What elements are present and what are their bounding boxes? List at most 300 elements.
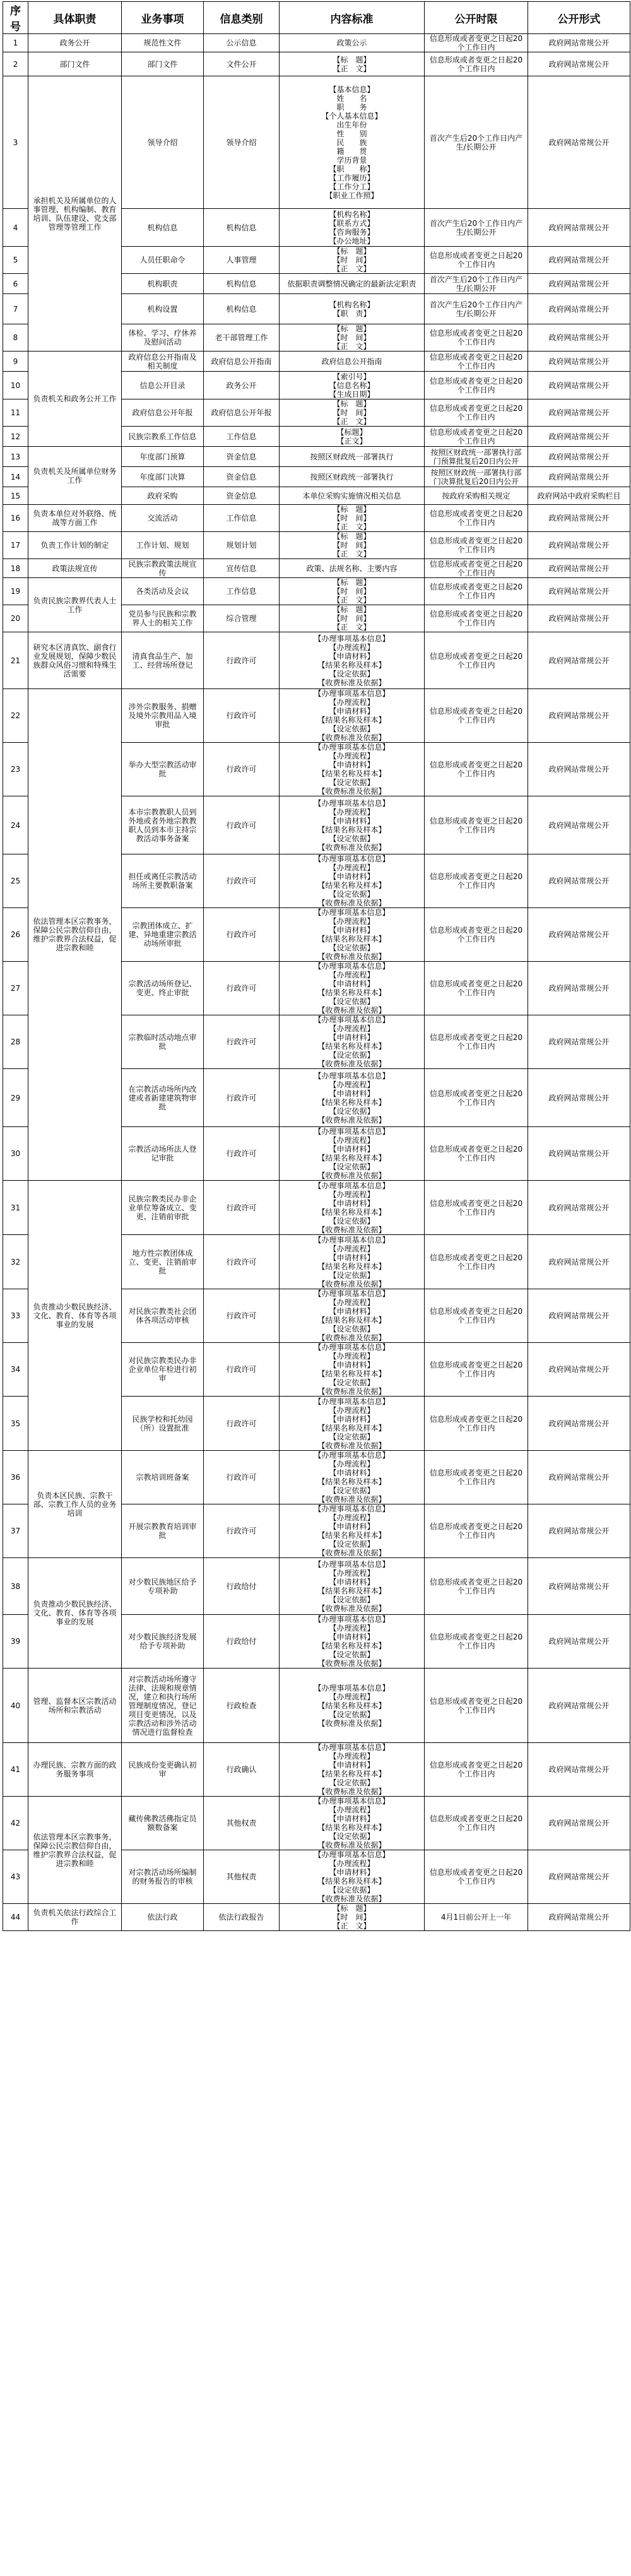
- cell-category: 工作信息: [204, 578, 280, 605]
- standard-line: 【收费标准及依据】: [317, 678, 386, 687]
- cell-seq: 42: [3, 1797, 28, 1850]
- cell-form: 政府网站常规公开: [528, 324, 630, 352]
- standard-line: 籍 贯: [336, 146, 367, 156]
- cell-time: 信息形成或者变更之日起20个工作日内: [425, 1289, 528, 1343]
- cell-form: 政府网站常规公开: [528, 76, 630, 209]
- cell-item: 对民族宗教类社会团体各项活动审核: [122, 1289, 204, 1343]
- cell-standard: [280, 1015, 425, 1069]
- cell-category: 宣传信息: [204, 559, 280, 578]
- cell-seq: 32: [3, 1235, 28, 1289]
- cell-seq: 3: [3, 76, 28, 209]
- cell-standard: [280, 209, 425, 247]
- standard-line: 【设定依据】: [329, 1486, 375, 1495]
- cell-form: 政府网站常规公开: [528, 352, 630, 372]
- standard-line: 【办理流程】: [329, 1136, 375, 1145]
- cell-item: 年度部门决算: [122, 467, 204, 487]
- standard-line: 【办理流程】: [329, 752, 375, 760]
- cell-category: 行政许可: [204, 689, 280, 743]
- standard-line: 【办理流程】: [329, 971, 375, 979]
- disclosure-table: [3, 1, 630, 1931]
- cell-item: 涉外宗教服务、捐赠及境外宗教用品入境审批: [122, 689, 204, 743]
- cell-category: 行政许可: [204, 1181, 280, 1235]
- cell-seq: 35: [3, 1397, 28, 1451]
- cell-category: 资金信息: [204, 447, 280, 467]
- cell-item: 对宗教活动场所编制的财务报告的审核: [122, 1850, 204, 1904]
- standard-line: 【收费标准及依据】: [317, 1171, 386, 1180]
- standard-line: 【标 题】: [333, 247, 371, 256]
- cell-category: 行政许可: [204, 1343, 280, 1397]
- standard-line: 【办理事项基本信息】: [314, 1397, 390, 1406]
- cell-form: 政府网站常规公开: [528, 632, 630, 689]
- cell-category: 行政许可: [204, 1069, 280, 1127]
- cell-item: 宗教临时活动地点审批: [122, 1015, 204, 1069]
- cell-seq: 15: [3, 487, 28, 505]
- header-duty: 具体职责: [28, 2, 122, 34]
- cell-form: 政府网站常规公开: [528, 1397, 630, 1451]
- cell-category: 综合管理: [204, 605, 280, 632]
- table-row: [3, 689, 630, 743]
- standard-line: 本单位采购实施情况相关信息: [302, 491, 401, 500]
- standard-line: 民 族: [336, 138, 367, 147]
- cell-item: 本市宗教教职人员到外地或者外地宗教教职人员到本市主持宗教活动事务备案: [122, 796, 204, 854]
- standard-line: 【设定依据】: [329, 1216, 375, 1226]
- cell-item: 开展宗教教育培训审批: [122, 1504, 204, 1558]
- cell-item: 民族成份变更确认初审: [122, 1743, 204, 1797]
- cell-standard: [280, 352, 425, 372]
- table-body: [3, 34, 630, 1931]
- cell-time: 信息形成或者变更之日起20个工作日内: [425, 559, 528, 578]
- cell-item: 部门文件: [122, 52, 204, 76]
- cell-item: 依法行政: [122, 1904, 204, 1931]
- standard-line: 【申请材料】: [329, 1198, 375, 1208]
- standard-line: 【办理事项基本信息】: [314, 1343, 390, 1352]
- cell-standard: [280, 1289, 425, 1343]
- cell-form: 政府网站常规公开: [528, 1504, 630, 1558]
- standard-line: 【时 间】: [333, 587, 371, 596]
- cell-form: 政府网站常规公开: [528, 1015, 630, 1069]
- cell-duty: 负责推动少数民族经济、文化、教育、体育等各项事业的发展: [28, 1558, 122, 1669]
- standard-line: 【申请材料】: [329, 1761, 375, 1770]
- standard-line: 【申请材料】: [329, 1253, 375, 1262]
- standard-line: 【办理事项基本信息】: [314, 854, 390, 863]
- table-row: [3, 578, 630, 605]
- cell-item: 对少数民族地区给予专项补助: [122, 1558, 204, 1615]
- standard-line: 【收费标准及依据】: [317, 952, 386, 961]
- header-time: 公开时限: [425, 2, 528, 34]
- header-category: 信息类别: [204, 2, 280, 34]
- cell-standard: [280, 52, 425, 76]
- standard-line: 【办理流程】: [329, 807, 375, 817]
- table-row: [3, 559, 630, 578]
- standard-line: 【申请材料】: [329, 1089, 375, 1098]
- standard-line: 【正 文】: [333, 550, 371, 558]
- cell-time: 首次产生后20个工作日内产生/长期公开: [425, 76, 528, 209]
- header-seq: 序号: [3, 2, 28, 34]
- cell-duty: 政策法规宣传: [28, 559, 122, 578]
- standard-line: 【申请材料】: [329, 651, 375, 661]
- standard-line: 【办理事项基本信息】: [314, 798, 390, 808]
- cell-category: 其他权责: [204, 1850, 280, 1904]
- cell-category: 机构信息: [204, 294, 280, 324]
- cell-form: 政府网站常规公开: [528, 427, 630, 447]
- cell-item: 领导介绍: [122, 76, 204, 209]
- cell-form: 政府网站常规公开: [528, 1743, 630, 1797]
- cell-seq: 8: [3, 324, 28, 352]
- standard-line: 【收费标准及依据】: [317, 1549, 386, 1557]
- standard-line: 【时 间】: [333, 256, 371, 264]
- standard-line: 【收费标准及依据】: [317, 1115, 386, 1125]
- cell-form: 政府网站常规公开: [528, 1235, 630, 1289]
- standard-line: 【申请材料】: [329, 707, 375, 716]
- cell-seq: 21: [3, 632, 28, 689]
- cell-category: 行政许可: [204, 1289, 280, 1343]
- cell-standard: [280, 34, 425, 52]
- standard-line: 【结果名称及样本】: [317, 1823, 386, 1832]
- cell-standard: [280, 274, 425, 294]
- table-row: [3, 1904, 630, 1931]
- cell-seq: 10: [3, 372, 28, 399]
- standard-line: 【办理事项基本信息】: [314, 1127, 390, 1136]
- cell-item: 交流活动: [122, 505, 204, 532]
- cell-seq: 7: [3, 294, 28, 324]
- standard-line: 【收费标准及依据】: [317, 1387, 386, 1396]
- standard-line: 【设定依据】: [329, 943, 375, 952]
- table-row: [3, 1669, 630, 1743]
- cell-form: 政府网站常规公开: [528, 743, 630, 796]
- standard-line: 【设定依据】: [329, 834, 375, 843]
- cell-category: 依法行政报告: [204, 1904, 280, 1931]
- cell-category: 行政检查: [204, 1669, 280, 1743]
- cell-duty: 依法管理本区宗教事务，保障公民宗教信仰自由，维护宗教界合法权益，促进宗教和睦: [28, 689, 122, 1181]
- cell-seq: 33: [3, 1289, 28, 1343]
- cell-standard: [280, 532, 425, 559]
- standard-line: 职 务: [336, 102, 367, 112]
- standard-line: 【办理流程】: [329, 642, 375, 652]
- cell-standard: [280, 605, 425, 632]
- cell-duty: 负责本区民族、宗教干部、宗教工作人员的业务培训: [28, 1451, 122, 1558]
- cell-time: 信息形成或者变更之日起20个工作日内: [425, 1181, 528, 1235]
- standard-line: 【办理流程】: [329, 1624, 375, 1633]
- cell-seq: 12: [3, 427, 28, 447]
- cell-standard: [280, 1343, 425, 1397]
- cell-time: 信息形成或者变更之日起20个工作日内: [425, 1743, 528, 1797]
- standard-line: 【申请材料】: [329, 1577, 375, 1586]
- cell-form: 政府网站常规公开: [528, 1850, 630, 1904]
- standard-line: 【职 责】: [333, 309, 371, 318]
- cell-seq: 34: [3, 1343, 28, 1397]
- cell-category: 行政许可: [204, 743, 280, 796]
- cell-category: 政府信息公开年报: [204, 399, 280, 427]
- standard-line: 【办理流程】: [329, 1024, 375, 1033]
- standard-line: 【结果名称及样本】: [317, 1042, 386, 1051]
- standard-line: 【机构名称】: [329, 300, 375, 309]
- standard-line: 【时 间】: [333, 408, 371, 417]
- cell-form: 政府网站常规公开: [528, 399, 630, 427]
- cell-seq: 31: [3, 1181, 28, 1235]
- cell-duty: 研究本区清真饮、副食行业发展规划，保障少数民族群众风俗习惯和特殊生活需要: [28, 632, 122, 689]
- cell-time: 信息形成或者变更之日起20个工作日内: [425, 632, 528, 689]
- table-row: [3, 352, 630, 372]
- standard-line: 【办理事项基本信息】: [314, 1683, 390, 1693]
- cell-standard: [280, 294, 425, 324]
- cell-seq: 18: [3, 559, 28, 578]
- cell-category: 公示信息: [204, 34, 280, 52]
- cell-standard: [280, 487, 425, 505]
- standard-line: 【申请材料】: [329, 1522, 375, 1531]
- cell-duty: 负责推动少数民族经济、文化、教育、体育等各项事业的发展: [28, 1181, 122, 1451]
- table-row: [3, 532, 630, 559]
- standard-line: 【收费标准及依据】: [317, 1718, 386, 1728]
- cell-duty: 负责机关及所属单位财务工作: [28, 447, 122, 505]
- cell-form: 政府网站常规公开: [528, 447, 630, 467]
- standard-line: 【基本信息】: [329, 85, 375, 94]
- standard-line: 【办理事项基本信息】: [314, 1850, 390, 1859]
- cell-time: 信息形成或者变更之日起20个工作日内: [425, 962, 528, 1015]
- cell-category: 行政许可: [204, 1451, 280, 1504]
- standard-line: 【结果名称及样本】: [317, 769, 386, 778]
- cell-form: 政府网站中政府采购栏目: [528, 487, 630, 505]
- cell-seq: 28: [3, 1015, 28, 1069]
- cell-standard: [280, 1397, 425, 1451]
- standard-line: 【结果名称及样本】: [317, 1154, 386, 1162]
- standard-line: 【设定依据】: [329, 724, 375, 733]
- cell-form: 政府网站常规公开: [528, 505, 630, 532]
- standard-line: 【办理流程】: [329, 1244, 375, 1253]
- cell-item: 体检、学习、疗休养及慰问活动: [122, 324, 204, 352]
- standard-line: 【正 文】: [333, 64, 371, 73]
- cell-standard: [280, 1504, 425, 1558]
- cell-category: 行政许可: [204, 908, 280, 962]
- cell-item: 对民族宗教类民办非企业单位年检进行初审: [122, 1343, 204, 1397]
- cell-seq: 39: [3, 1615, 28, 1669]
- cell-item: 机构信息: [122, 209, 204, 247]
- cell-item: 宗教活动场所法人登记审批: [122, 1127, 204, 1181]
- standard-line: 【机构名称】: [329, 210, 375, 219]
- cell-standard: [280, 399, 425, 427]
- cell-seq: 1: [3, 34, 28, 52]
- standard-line: 【设定依据】: [329, 1832, 375, 1841]
- standard-line: 【申请材料】: [329, 1145, 375, 1154]
- cell-form: 政府网站常规公开: [528, 1615, 630, 1669]
- cell-seq: 19: [3, 578, 28, 605]
- cell-duty: 负责民族宗教界代表人士工作: [28, 578, 122, 632]
- standard-line: 【正 文】: [333, 342, 371, 351]
- cell-duty: 政务公开: [28, 34, 122, 52]
- cell-item: 机构设置: [122, 294, 204, 324]
- cell-seq: 40: [3, 1669, 28, 1743]
- standard-line: 【申请材料】: [329, 816, 375, 825]
- cell-form: 政府网站常规公开: [528, 578, 630, 605]
- cell-standard: [280, 743, 425, 796]
- standard-line: 【收费标准及依据】: [317, 1659, 386, 1668]
- cell-time: 信息形成或者变更之日起20个工作日内: [425, 1669, 528, 1743]
- cell-time: 按政府采购相关规定: [425, 487, 528, 505]
- standard-line: 【办理事项基本信息】: [314, 1289, 390, 1298]
- cell-time: 信息形成或者变更之日起20个工作日内: [425, 1069, 528, 1127]
- standard-line: 【标 题】: [333, 605, 371, 614]
- standard-line: 【办理事项基本信息】: [314, 962, 390, 971]
- cell-form: 政府网站常规公开: [528, 854, 630, 908]
- cell-seq: 26: [3, 908, 28, 962]
- standard-line: 【办理事项基本信息】: [314, 1015, 390, 1024]
- standard-line: 【时 间】: [333, 333, 371, 342]
- cell-time: 信息形成或者变更之日起20个工作日内: [425, 532, 528, 559]
- cell-form: 政府网站常规公开: [528, 1127, 630, 1181]
- header-standard: 内容标准: [280, 2, 425, 34]
- cell-time: 信息形成或者变更之日起20个工作日内: [425, 689, 528, 743]
- standard-line: 【设定依据】: [329, 1540, 375, 1549]
- cell-standard: [280, 632, 425, 689]
- cell-duty: 负责机关依法行政综合工作: [28, 1904, 122, 1931]
- cell-category: 文件公开: [204, 52, 280, 76]
- standard-line: 【标 题】: [333, 532, 371, 541]
- cell-seq: 9: [3, 352, 28, 372]
- standard-line: 【标 题】: [333, 324, 371, 333]
- cell-standard: [280, 689, 425, 743]
- cell-time: 信息形成或者变更之日起20个工作日内: [425, 743, 528, 796]
- cell-time: 信息形成或者变更之日起20个工作日内: [425, 908, 528, 962]
- cell-time: 信息形成或者变更之日起20个工作日内: [425, 1343, 528, 1397]
- standard-line: 【标 题】: [333, 55, 371, 64]
- cell-category: 行政许可: [204, 1015, 280, 1069]
- standard-line: 【设定依据】: [329, 1710, 375, 1719]
- cell-standard: [280, 908, 425, 962]
- standard-line: 【设定依据】: [329, 669, 375, 678]
- cell-duty: 依法管理本区宗教事务，保障公民宗教信仰自由，维护宗教界合法权益，促进宗教和睦: [28, 1797, 122, 1904]
- standard-line: 【收费标准及依据】: [317, 1060, 386, 1068]
- cell-item: 宗教培训班备案: [122, 1451, 204, 1504]
- cell-form: 政府网站常规公开: [528, 1797, 630, 1850]
- standard-line: 【设定依据】: [329, 1886, 375, 1894]
- cell-form: 政府网站常规公开: [528, 605, 630, 632]
- standard-line: 【收费标准及依据】: [317, 1894, 386, 1903]
- standard-line: 【申请材料】: [329, 1033, 375, 1042]
- standard-line: 【结果名称及样本】: [317, 881, 386, 890]
- cell-duty: 管理、监督本区宗教活动场所和宗教活动: [28, 1669, 122, 1743]
- standard-line: 【结果名称及样本】: [317, 1531, 386, 1540]
- cell-form: 政府网站常规公开: [528, 294, 630, 324]
- cell-category: 工作信息: [204, 505, 280, 532]
- cell-duty: 负责机关和政务公开工作: [28, 352, 122, 447]
- standard-line: 【设定依据】: [329, 997, 375, 1006]
- standard-line: 【设定依据】: [329, 1162, 375, 1171]
- standard-line: 【正 文】: [333, 264, 371, 273]
- standard-line: 【办理事项基本信息】: [314, 1797, 390, 1805]
- cell-item: 机构职责: [122, 274, 204, 294]
- cell-category: 行政许可: [204, 1127, 280, 1181]
- cell-standard: [280, 1850, 425, 1904]
- standard-line: 【时 间】: [333, 1913, 371, 1922]
- cell-category: 其他权责: [204, 1797, 280, 1850]
- standard-line: 【申请材料】: [329, 760, 375, 769]
- standard-line: 【办理流程】: [329, 863, 375, 872]
- standard-line: 姓 名: [336, 93, 367, 103]
- standard-line: 【申请材料】: [329, 872, 375, 881]
- cell-category: 行政给付: [204, 1558, 280, 1615]
- cell-seq: 13: [3, 447, 28, 467]
- cell-standard: [280, 1451, 425, 1504]
- cell-standard: [280, 1127, 425, 1181]
- cell-standard: [280, 1743, 425, 1797]
- table-row: [3, 1451, 630, 1504]
- standard-line: 【结果名称及样本】: [317, 660, 386, 670]
- cell-form: 政府网站常规公开: [528, 689, 630, 743]
- cell-item: 年度部门预算: [122, 447, 204, 467]
- standard-line: 【收费标准及依据】: [317, 1841, 386, 1850]
- cell-seq: 38: [3, 1558, 28, 1615]
- standard-line: 【办理事项基本信息】: [314, 1615, 390, 1624]
- standard-line: 【办理事项基本信息】: [314, 1071, 390, 1080]
- cell-seq: 4: [3, 209, 28, 247]
- standard-line: 【收费标准及依据】: [317, 1604, 386, 1613]
- standard-line: 【时 间】: [333, 614, 371, 623]
- cell-category: 行政许可: [204, 1397, 280, 1451]
- standard-line: 【申请材料】: [329, 1361, 375, 1369]
- standard-line: 【办理流程】: [329, 1190, 375, 1199]
- standard-line: 【申请材料】: [329, 1414, 375, 1424]
- cell-form: 政府网站常规公开: [528, 908, 630, 962]
- standard-line: 【收费标准及依据】: [317, 1279, 386, 1289]
- table-row: [3, 447, 630, 467]
- standard-line: 【标题】: [336, 427, 367, 437]
- cell-time: 首次产生后20个工作日内产生/长期公开: [425, 274, 528, 294]
- cell-time: 首次产生后20个工作日内产生/长期公开: [425, 209, 528, 247]
- standard-line: 【设定依据】: [329, 1378, 375, 1387]
- cell-seq: 20: [3, 605, 28, 632]
- standard-line: 【收费标准及依据】: [317, 733, 386, 742]
- cell-duty: 部门文件: [28, 52, 122, 76]
- standard-line: 政策、法规名称、主要内容: [306, 564, 398, 573]
- standard-line: 【收费标准及依据】: [317, 1225, 386, 1234]
- standard-line: 【正 文】: [333, 523, 371, 531]
- cell-item: 清真食品生产、加工、经营场所登记: [122, 632, 204, 689]
- table-row: [3, 1181, 630, 1235]
- cell-time: 信息形成或者变更之日起20个工作日内: [425, 1504, 528, 1558]
- cell-time: 信息形成或者变更之日起20个工作日内: [425, 1850, 528, 1904]
- cell-form: 政府网站常规公开: [528, 1343, 630, 1397]
- cell-time: 信息形成或者变更之日起20个工作日内: [425, 854, 528, 908]
- header-form: 公开形式: [528, 2, 630, 34]
- cell-form: 政府网站常规公开: [528, 372, 630, 399]
- cell-item: 政府信息公开指南及相关制度: [122, 352, 204, 372]
- standard-line: 【设定依据】: [329, 890, 375, 899]
- cell-item: 信息公开目录: [122, 372, 204, 399]
- table-row: [3, 76, 630, 209]
- standard-line: 【办理流程】: [329, 1298, 375, 1307]
- cell-item: 各类活动及会议: [122, 578, 204, 605]
- standard-line: 【办理事项基本信息】: [314, 689, 390, 698]
- cell-duty: 办理民族、宗教方面的政务服务事项: [28, 1743, 122, 1797]
- table-row: [3, 1558, 630, 1615]
- cell-standard: [280, 1235, 425, 1289]
- standard-line: 【办理流程】: [329, 1692, 375, 1701]
- cell-item: 藏传佛教活佛指定员额数备案: [122, 1797, 204, 1850]
- cell-category: 规划计划: [204, 532, 280, 559]
- standard-line: 政策公示: [336, 38, 367, 47]
- cell-time: 信息形成或者变更之日起20个工作日内: [425, 1015, 528, 1069]
- standard-line: 【申请材料】: [329, 926, 375, 935]
- cell-standard: [280, 1669, 425, 1743]
- standard-line: 【结果名称及样本】: [317, 1877, 386, 1886]
- cell-item: 在宗教活动场所内改建或者新建建筑物审批: [122, 1069, 204, 1127]
- cell-standard: [280, 467, 425, 487]
- cell-seq: 25: [3, 854, 28, 908]
- cell-time: 信息形成或者变更之日起20个工作日内: [425, 52, 528, 76]
- standard-line: 【结果名称及样本】: [317, 1369, 386, 1378]
- cell-standard: [280, 1904, 425, 1931]
- standard-line: 【联系方式】: [329, 218, 375, 228]
- standard-line: 【收费标准及依据】: [317, 842, 386, 852]
